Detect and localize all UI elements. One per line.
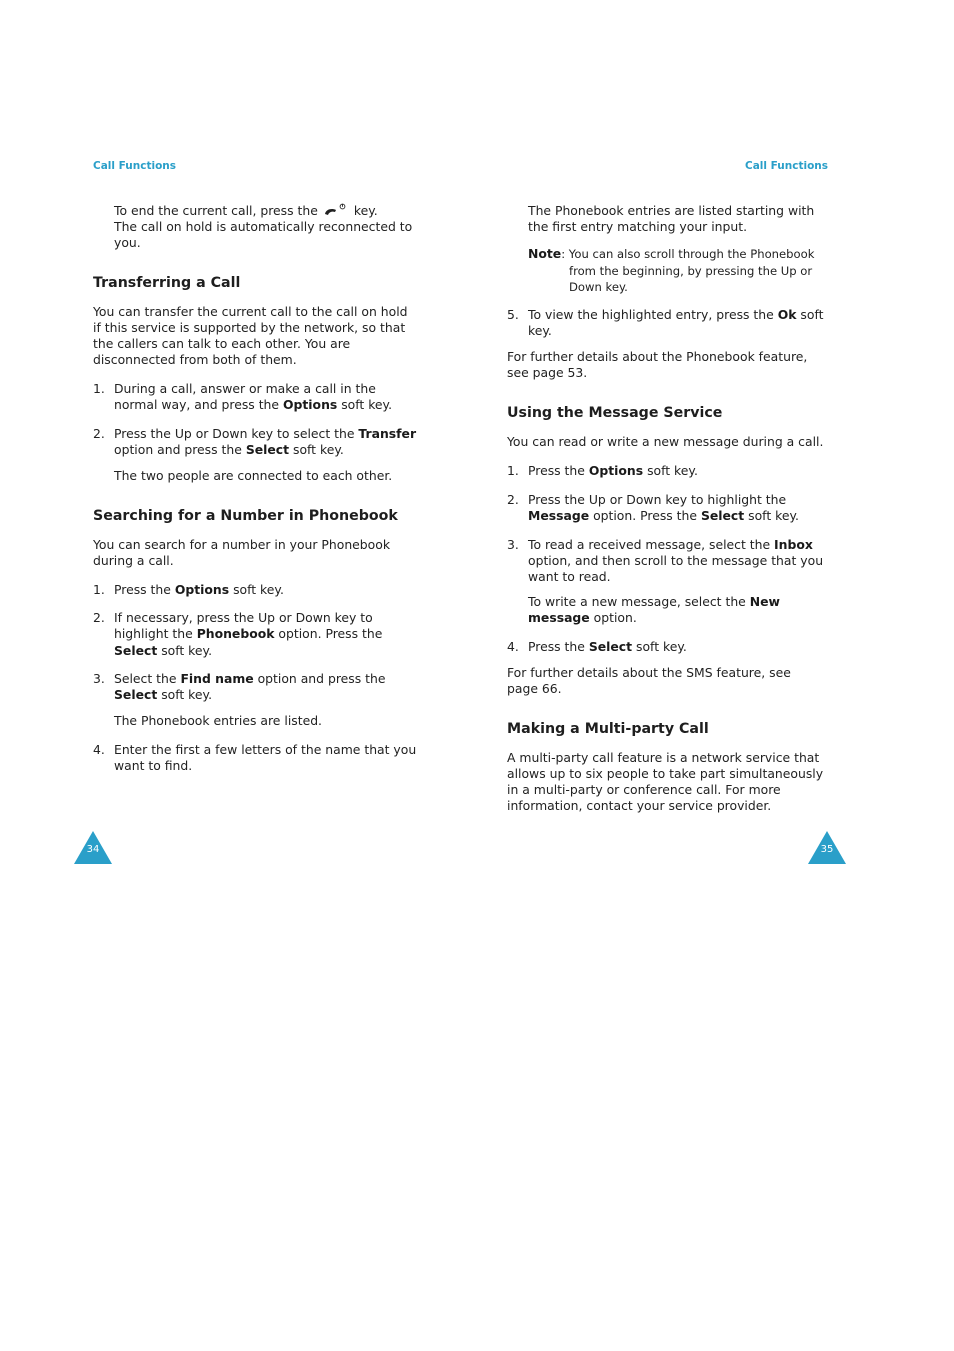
message-step3-number: 3. (507, 537, 519, 552)
transfer-intro-line: the callers can talk to each other. You are (93, 336, 351, 351)
message-step2-line1: Press the Up or Down key to highlight the (528, 492, 787, 507)
search-step2-number: 2. (93, 610, 105, 625)
search-step3-line2: Select soft key. (114, 687, 213, 702)
message-step3-line2: option, and then scroll to the message that you (528, 553, 824, 568)
message-step3-write2: message option. (528, 610, 637, 625)
search-intro-line: during a call. (93, 553, 174, 568)
search-step2-line1: If necessary, press the Up or Down key to (114, 610, 373, 625)
transfer-step1-line1: During a call, answer or make a call in the (114, 381, 376, 396)
search-step4-number: 4. (93, 742, 105, 757)
further-phonebook-line: For further details about the Phonebook feature, (507, 349, 808, 364)
page-number-badge-left (73, 830, 113, 865)
running-header-left: Call Functions (93, 160, 177, 172)
transfer-intro-line: if this service is supported by the network, so that (93, 320, 406, 335)
message-step3-line3: want to read. (528, 569, 611, 584)
end-call-line3: you. (114, 235, 141, 250)
search-step3-line1: Select the Find name option and press the (114, 671, 386, 686)
transfer-step2-number: 2. (93, 426, 105, 441)
search-step2-line3: Select soft key. (114, 643, 213, 658)
message-intro: You can read or write a new message during a call. (507, 434, 824, 449)
heading-searching-phonebook: Searching for a Number in Phonebook (93, 508, 398, 524)
step5-line1: To view the highlighted entry, press the Ok soft (528, 307, 824, 322)
message-step1-number: 1. (507, 463, 519, 478)
search-step4-line1: Enter the first a few letters of the name that you (114, 742, 417, 757)
further-phonebook-line: see page 53. (507, 365, 588, 380)
page-number-right: 35 (820, 844, 834, 855)
message-step1-line: Press the Options soft key. (528, 463, 698, 478)
note-line1: Note: You can also scroll through the Phonebook (528, 246, 815, 261)
further-sms-line: For further details about the SMS feature, see (507, 665, 791, 680)
search-step3-number: 3. (93, 671, 105, 686)
page-number-left: 34 (86, 844, 100, 855)
end-call-key-icon (322, 203, 350, 217)
message-step3-write1: To write a new message, select the New (528, 594, 780, 609)
multiparty-body-line: information, contact your service provider. (507, 798, 772, 813)
phonebook-cont-line: The Phonebook entries are listed starting with (528, 203, 815, 218)
end-call-line2: The call on hold is automatically reconnected to (114, 219, 413, 234)
search-step1-line: Press the Options soft key. (114, 582, 284, 597)
search-step2-line2: highlight the Phonebook option. Press the (114, 626, 383, 641)
transfer-step2-result: The two people are connected to each other. (114, 468, 393, 483)
message-step3-line1: To read a received message, select the Inbox (528, 537, 813, 552)
search-step4-line2: want to find. (114, 758, 193, 773)
transfer-step2-line2: option and press the Select soft key. (114, 442, 344, 457)
search-step3-result: The Phonebook entries are listed. (114, 713, 322, 728)
message-step2-line2: Message option. Press the Select soft key. (528, 508, 799, 523)
note-line2: from the beginning, by pressing the Up or (569, 264, 813, 278)
further-sms-line: page 66. (507, 681, 562, 696)
step5-line2: key. (528, 323, 552, 338)
search-intro-line: You can search for a number in your Phonebook (93, 537, 391, 552)
step5-number: 5. (507, 307, 519, 322)
message-step2-number: 2. (507, 492, 519, 507)
transfer-step2-line1: Press the Up or Down key to select the Transfer (114, 426, 417, 441)
heading-multi-party-call: Making a Multi-party Call (507, 721, 709, 737)
search-step1-number: 1. (93, 582, 105, 597)
note-line3: Down key. (569, 280, 628, 294)
heading-transferring-a-call: Transferring a Call (93, 275, 241, 291)
message-step4-line: Press the Select soft key. (528, 639, 687, 654)
multiparty-body-line: in a multi-party or conference call. For more (507, 782, 781, 797)
page-number-badge-right (807, 830, 847, 865)
end-call-line1: To end the current call, press the key. (114, 203, 378, 218)
multiparty-body-line: A multi-party call feature is a network service that (507, 750, 820, 765)
note-label: Note (528, 246, 562, 261)
multiparty-body-line: allows up to six people to take part simultaneously (507, 766, 824, 781)
transfer-step1-number: 1. (93, 381, 105, 396)
transfer-step1-line2: normal way, and press the Options soft key. (114, 397, 393, 412)
transfer-intro-line: You can transfer the current call to the call on hold (93, 304, 408, 319)
message-step4-number: 4. (507, 639, 519, 654)
transfer-intro-line: disconnected from both of them. (93, 352, 297, 367)
phonebook-cont-line: the first entry matching your input. (528, 219, 748, 234)
running-header-right: Call Functions (745, 160, 829, 172)
heading-message-service: Using the Message Service (507, 405, 723, 421)
